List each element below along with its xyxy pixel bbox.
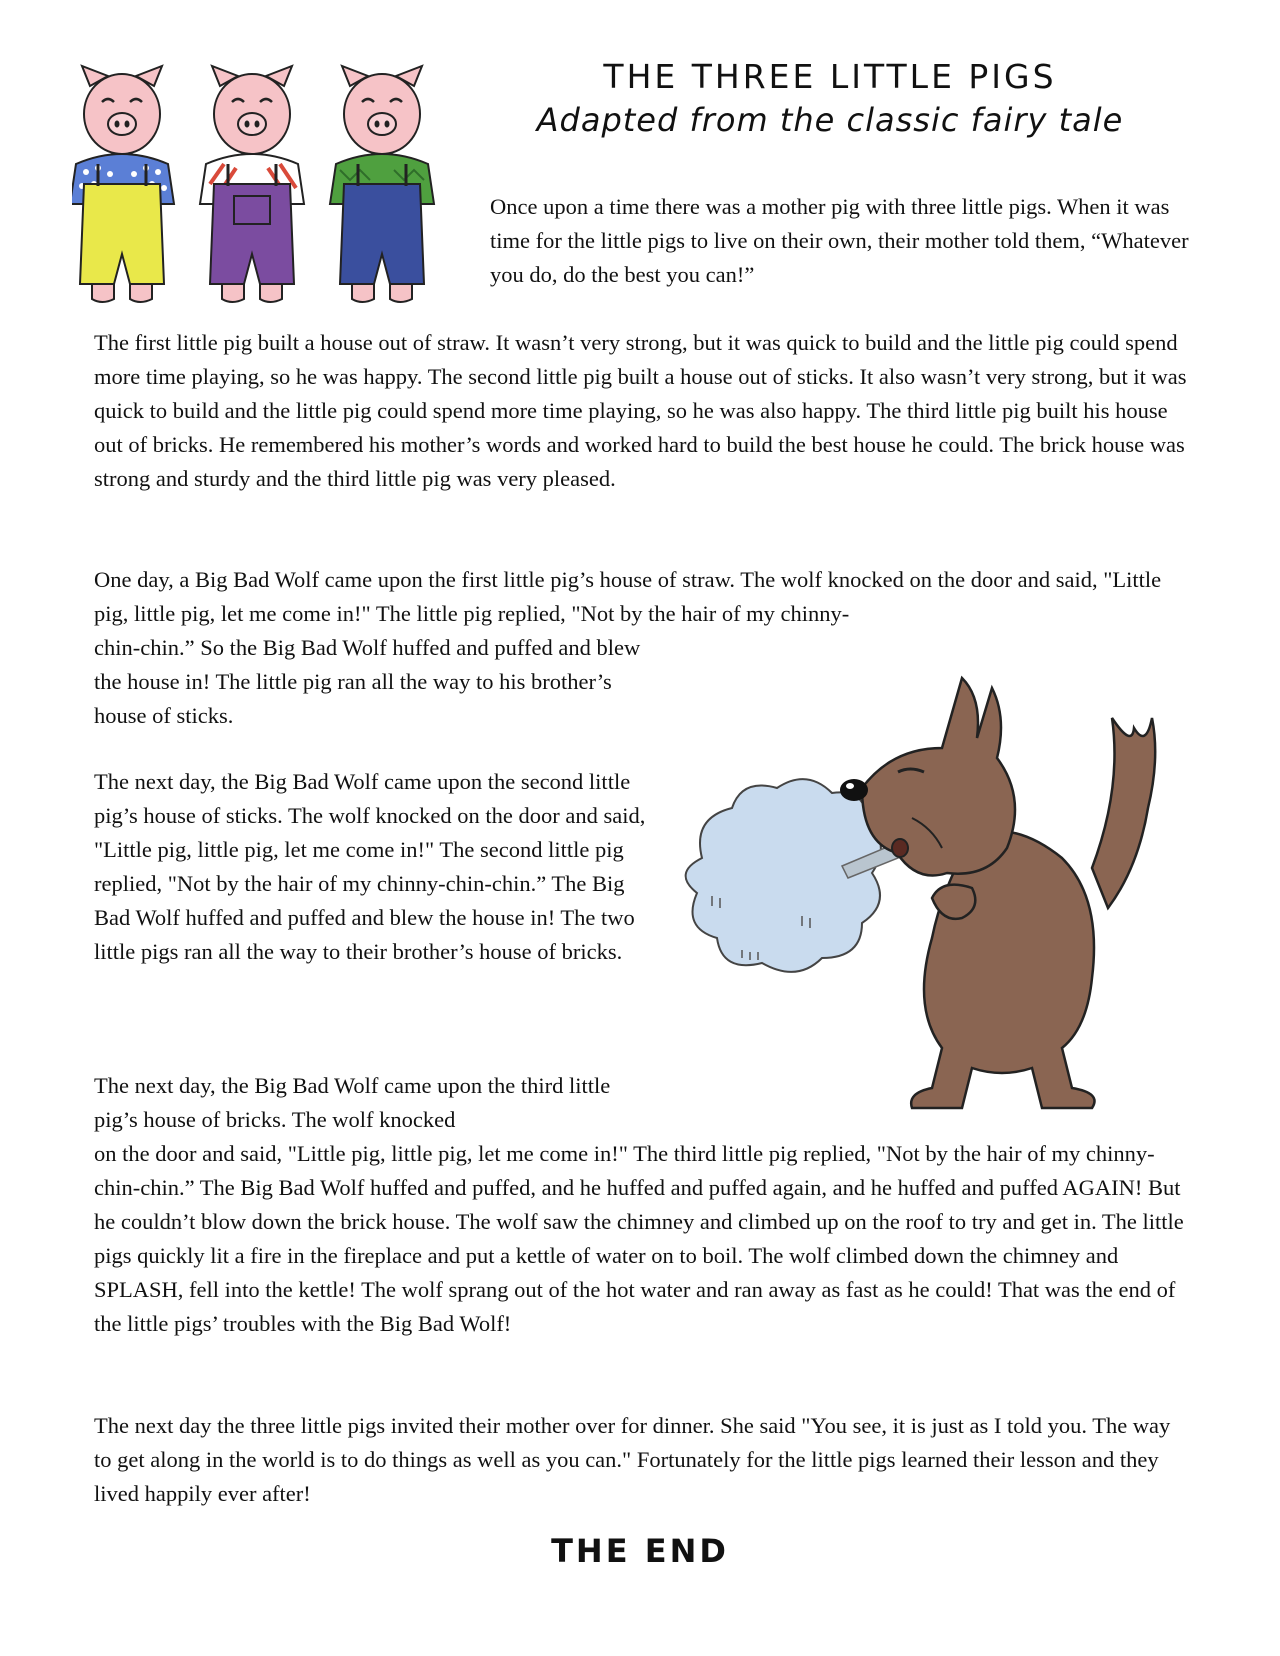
paragraph-bricks-start: The next day, the Big Bad Wolf came upon the third little pig’s house of bricks. The wolf knocked	[94, 1073, 611, 1132]
three-pigs-icon	[72, 64, 462, 310]
title-block	[470, 56, 1190, 142]
paragraph-straw-end: chin-chin.” So the Big Bad Wolf huffed and puffed and blew the house in! The little pig ran all the way to his brother’s house of sticks.	[94, 635, 641, 728]
story-title: THE THREE LITTLE PIGS	[603, 57, 1057, 96]
paragraph-straw-start: One day, a Big Bad Wolf came upon the first little pig’s house of straw. The wolf knocked on the door and said, "Little pig, little pig, let me come in!" The little pig replied, "Not by the hair of my chinny-	[94, 567, 1162, 626]
story-subtitle: Adapted from the classic fairy tale	[536, 101, 1124, 139]
paragraph-bricks-end: on the door and said, "Little pig, little pig, let me come in!" The third little pig replied, "Not by the hair of my chinny-chin-chin.” The Big Bad Wolf huffed and puffed, and he huffed and puffed again, and he huffed and puffed AGAIN! But he couldn’t blow down the brick house. The wolf saw the chimney and climbed up on the roof to try and get in. The little pigs quickly lit a fire in the fireplace and put a kettle of water on to boil. The wolf climbed down the chimney and SPLASH, fell into the kettle! The wolf sprang out of the hot water and ran away as fast as he could! That was the end of the little pigs’ troubles with the Big Bad Wolf!	[94, 1141, 1184, 1336]
intro-paragraph: Once upon a time there was a mother pig with three little pigs. When it was time for the little pigs to live on their own, their mother told them, “Whatever you do, do the best you can!”	[490, 194, 1189, 287]
wolf-blowing-icon	[672, 668, 1212, 1110]
paragraph-houses: The first little pig built a house out of straw. It wasn’t very strong, but it was quick to build and the little pig could spend more time playing, so he was happy. The second little pig built a house out of sticks. It also wasn’t very strong, but it was quick to build and the little pig could spend more time playing, so he was also happy. The third little pig built his house out of bricks. He remembered his mother’s words and worked hard to build the best house he could. The brick house was strong and sturdy and the third little pig was very pleased.	[94, 330, 1187, 491]
paragraph-sticks: The next day, the Big Bad Wolf came upon the second little pig’s house of sticks. The wolf knocked on the door and said, "Little pig, little pig, let me come in!" The second little pig replied, "Not by the hair of my chinny-chin-chin.” The Big Bad Wolf huffed and puffed and blew the house in! The two little pigs ran all the way to their brother’s house of bricks.	[94, 769, 646, 964]
paragraph-ending: The next day the three little pigs invited their mother over for dinner. She said "You see, it is just as I told you. The way to get along in the world is to do things as well as you can." Fortunately for the little pigs learned their lesson and they lived happily ever after!	[94, 1413, 1171, 1506]
the-end-label: THE END	[551, 1532, 729, 1570]
